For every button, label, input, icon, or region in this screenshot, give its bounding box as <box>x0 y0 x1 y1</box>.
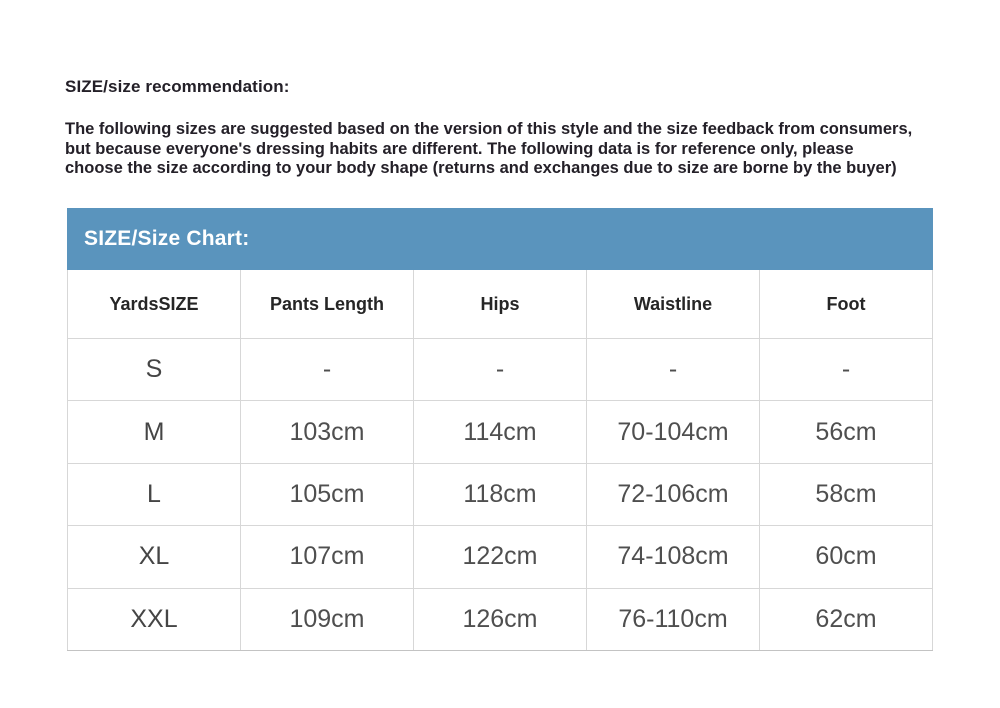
cell-pants-length: 105cm <box>241 463 414 525</box>
column-header-pants-length: Pants Length <box>241 270 414 339</box>
intro-line-2: but because everyone's dressing habits are different. The following data is for reference only, please <box>65 139 854 158</box>
cell-waistline: 70-104cm <box>587 401 760 463</box>
cell-size: XXL <box>68 588 241 650</box>
cell-foot: 58cm <box>760 463 933 525</box>
cell-pants-length: 103cm <box>241 401 414 463</box>
cell-size: XL <box>68 526 241 588</box>
table-row-size-l <box>68 463 933 525</box>
cell-size: S <box>68 339 241 401</box>
size-chart-header-row <box>68 270 933 339</box>
cell-waistline: 74-108cm <box>587 526 760 588</box>
size-chart-table <box>67 270 933 651</box>
cell-waistline: - <box>587 339 760 401</box>
cell-pants-length: 107cm <box>241 526 414 588</box>
cell-pants-length: - <box>241 339 414 401</box>
intro-line-1: The following sizes are suggested based on the version of this style and the size feedback from consumers, <box>65 120 913 138</box>
table-row-size-s <box>68 339 933 401</box>
cell-pants-length: 109cm <box>241 588 414 650</box>
cell-hips: 126cm <box>414 588 587 650</box>
column-header-yards-size: YardsSIZE <box>68 270 241 339</box>
cell-hips: 118cm <box>414 463 587 525</box>
column-header-hips: Hips <box>414 270 587 339</box>
size-chart-banner-title: SIZE/Size Chart: <box>84 227 250 250</box>
column-header-foot: Foot <box>760 270 933 339</box>
cell-foot: 60cm <box>760 526 933 588</box>
cell-hips: 114cm <box>414 401 587 463</box>
cell-waistline: 72-106cm <box>587 463 760 525</box>
cell-foot: 56cm <box>760 401 933 463</box>
cell-hips: 122cm <box>414 526 587 588</box>
size-recommendation-intro <box>65 120 912 179</box>
table-row-size-xxl <box>68 588 933 650</box>
cell-hips: - <box>414 339 587 401</box>
size-recommendation-heading: SIZE/size recommendation: <box>65 77 290 96</box>
cell-foot: - <box>760 339 933 401</box>
cell-waistline: 76-110cm <box>587 588 760 650</box>
intro-line-3: choose the size according to your body shape (returns and exchanges due to size are borne by the buyer) <box>65 159 897 177</box>
column-header-waistline: Waistline <box>587 270 760 339</box>
cell-foot: 62cm <box>760 588 933 650</box>
table-row-size-xl <box>68 526 933 588</box>
cell-size: L <box>68 463 241 525</box>
cell-size: M <box>68 401 241 463</box>
table-row-size-m <box>68 401 933 463</box>
size-chart-banner <box>67 208 933 270</box>
